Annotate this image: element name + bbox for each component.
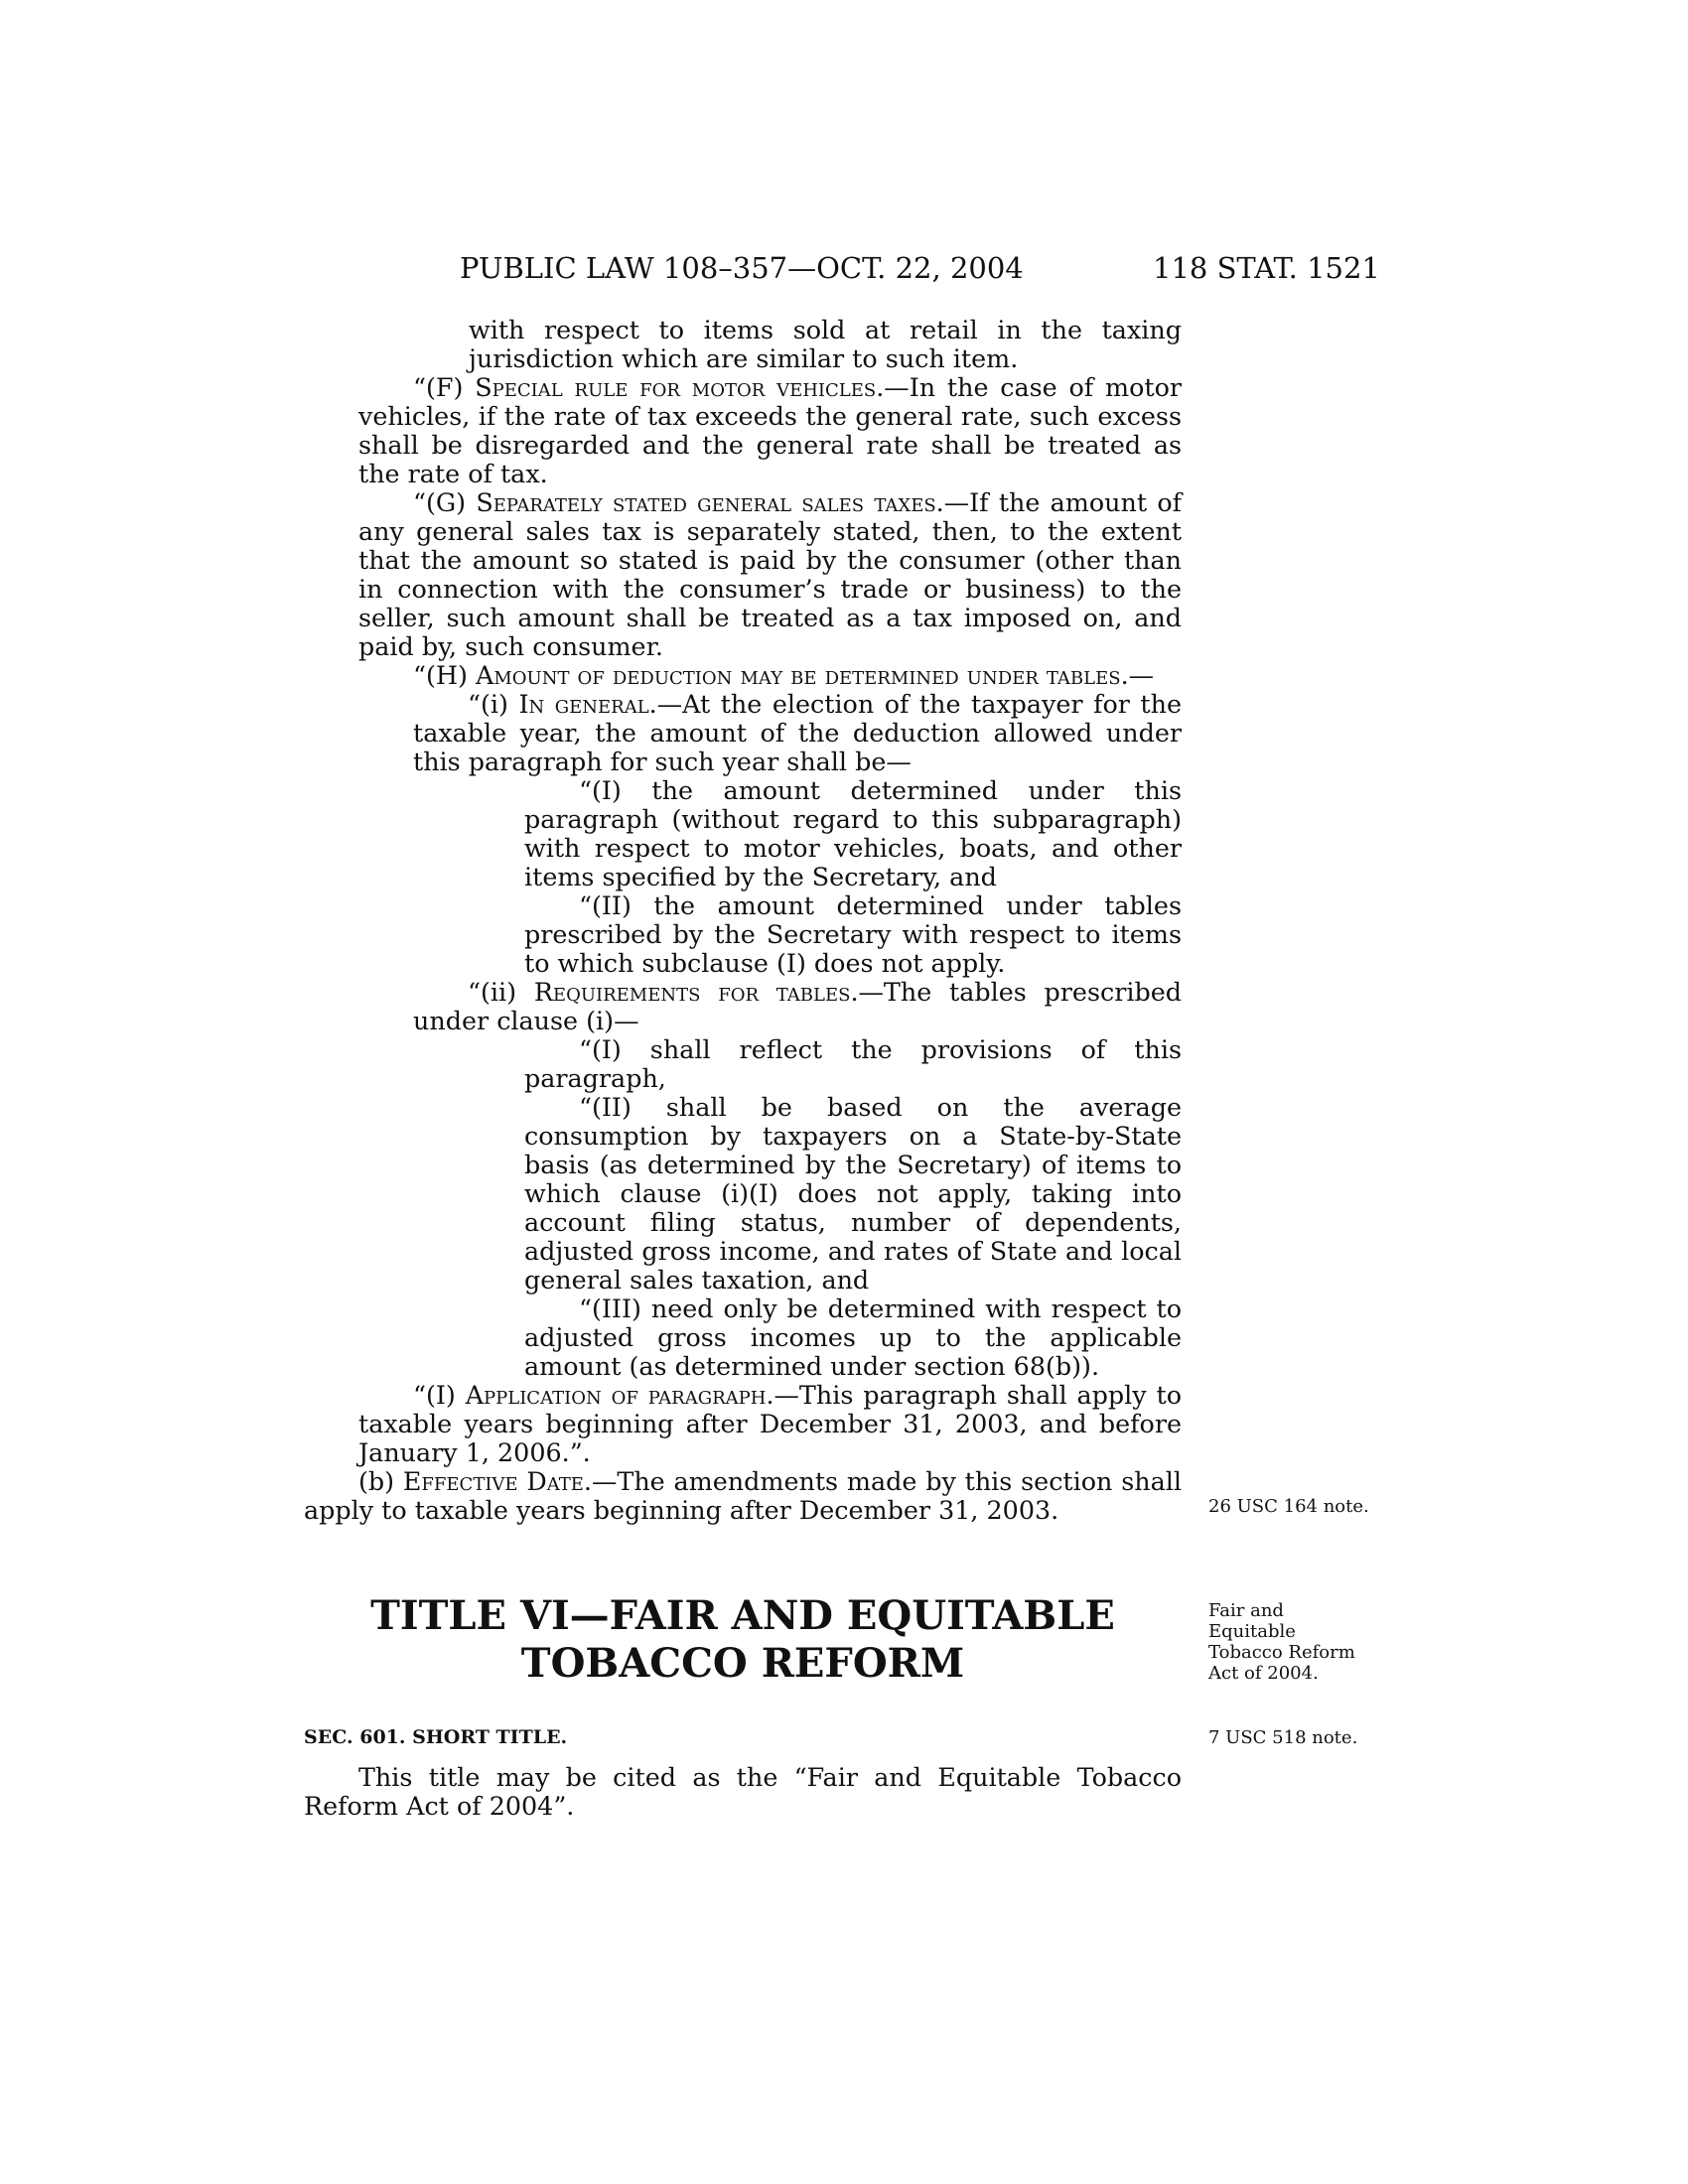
subclause-h-i-II: “(II) the amount determined under tables prescribed by the Secretary with respect to items to which subclause (I) does not apply. bbox=[524, 890, 1182, 978]
title-line-1: TITLE VI—FAIR AND EQUITABLE bbox=[370, 1592, 1115, 1639]
title-heading bbox=[304, 1592, 1182, 1688]
margin-note-usc164: 26 USC 164 note. bbox=[1208, 1496, 1369, 1517]
margin-note-usc518: 7 USC 518 note. bbox=[1208, 1727, 1358, 1748]
clause-h-ii: “(ii) Requirements for tables.—The tables prescribed under clause (i)— bbox=[413, 977, 1183, 1035]
clause-h-i: “(i) In general.—At the election of the taxpayer for the taxable year, the amount of the deduction allowed under this paragraph for such year shall be— bbox=[413, 689, 1183, 776]
subparagraph-i: “(I) Application of paragraph.—This paragraph shall apply to taxable years beginning after December 31, 2003, and before January 1, 2006.”. bbox=[358, 1380, 1182, 1467]
subparagraph-g-heading: Separately stated general sales taxes bbox=[476, 487, 936, 517]
subsection-b: (b) Effective Date.—The amendments made by this section shall apply to taxable years beginning after December 31, 2003. bbox=[304, 1466, 1182, 1525]
subsection-b-heading: Effective Date bbox=[402, 1466, 584, 1496]
subclause-h-i-I: “(I) the amount determined under this paragraph (without regard to this subparagraph) with respect to motor vehicles, boats, and other items specified by the Secretary, and bbox=[524, 775, 1182, 891]
clause-h-ii-heading: Requirements for tables bbox=[533, 977, 851, 1007]
subclause-h-ii-III: “(III) need only be determined with respect to adjusted gross incomes up to the applicable amount (as determined under section 68(b)). bbox=[524, 1294, 1182, 1381]
subparagraph-h: “(H) Amount of deduction may be determined under tables.— bbox=[413, 660, 1155, 690]
margin-note-act-name: Fair and Equitable Tobacco Reform Act of 2004. bbox=[1208, 1600, 1355, 1684]
section-paragraph: This title may be cited as the “Fair and Equitable Tobacco Reform Act of 2004”. bbox=[304, 1762, 1182, 1821]
section-heading: SEC. 601. SHORT TITLE. bbox=[304, 1726, 568, 1748]
subparagraph-f: “(F) Special rule for motor vehicles.—In the case of motor vehicles, if the rate of tax exceeds the general rate, such excess shall be disregarded and the general rate shall be treated as the rate of tax. bbox=[358, 372, 1182, 488]
subparagraph-i-heading: Application of paragraph bbox=[465, 1380, 767, 1410]
running-header-stat: 118 STAT. 1521 bbox=[1153, 251, 1380, 285]
subparagraph-g: “(G) Separately stated general sales taxes.—If the amount of any general sales tax is separately stated, then, to the extent that the amount so stated is paid by the consumer (other than in connection with the consumer’s trade or business) to the seller, such amount shall be treated as a tax imposed on, and paid by, such consumer. bbox=[358, 487, 1182, 661]
subparagraph-h-heading: Amount of deduction may be determined under tables bbox=[476, 660, 1121, 690]
running-header-law: PUBLIC LAW 108–357—OCT. 22, 2004 bbox=[460, 251, 1024, 285]
title-line-2: TOBACCO REFORM bbox=[520, 1640, 965, 1687]
statute-body bbox=[304, 316, 1182, 1525]
continuation-paragraph: with respect to items sold at retail in the taxing jurisdiction which are similar to such item. bbox=[469, 315, 1182, 373]
section-text bbox=[304, 1763, 1182, 1821]
subclause-h-ii-I: “(I) shall reflect the provisions of this paragraph, bbox=[524, 1034, 1182, 1093]
subclause-h-ii-II: “(II) shall be based on the average consumption by taxpayers on a State-by-State basis (as determined by the Secretary) of items to which clause (i)(I) does not apply, taking into account filing status, number of dependents, adjusted gross income, and rates of State and local general sales taxation, and bbox=[524, 1092, 1182, 1295]
clause-h-i-heading: In general bbox=[518, 689, 649, 719]
subparagraph-f-heading: Special rule for motor vehicles bbox=[475, 372, 877, 402]
